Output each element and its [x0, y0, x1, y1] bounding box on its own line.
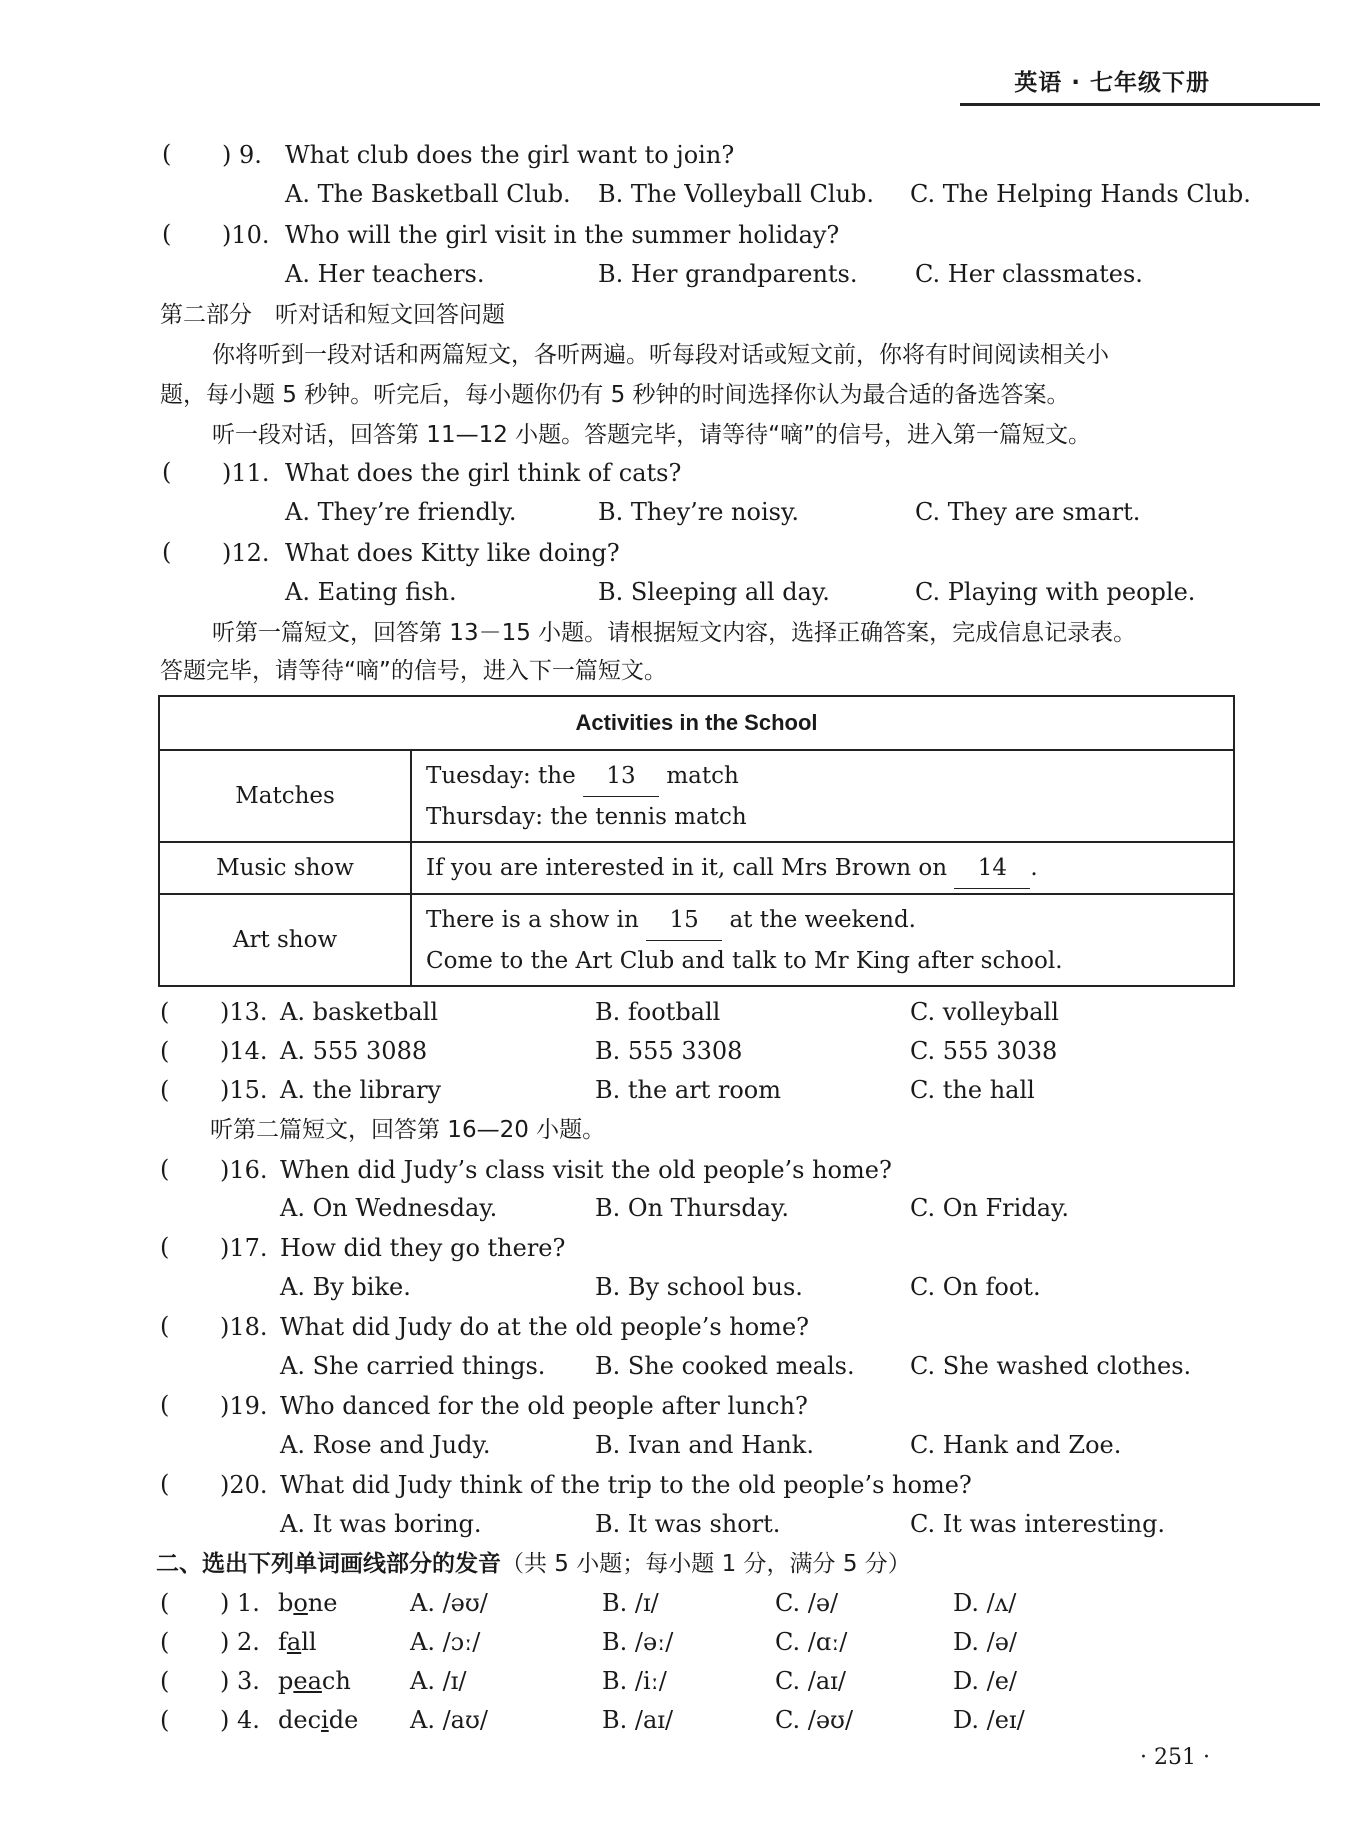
instructions: 答题完毕，请等待“嘀”的信号，进入下一篇短文。	[160, 658, 667, 684]
answer-paren[interactable]: (	[160, 998, 170, 1026]
option-d: D. /ʌ/	[953, 1589, 1017, 1617]
question-text: When did Judy’s class visit the old people’s home?	[280, 1156, 892, 1184]
option-a: A. basketball	[280, 998, 438, 1026]
option-c: C. 555 3038	[910, 1037, 1058, 1065]
option-c: C. /ɑː/	[775, 1628, 848, 1656]
row-text: If you are interested in it, call Mrs Brown on	[426, 854, 948, 881]
option-c: C. /ə/	[775, 1589, 839, 1617]
option-b: B. /aɪ/	[602, 1706, 674, 1734]
option-a: A. The Basketball Club.	[285, 180, 571, 208]
question-text: What does the girl think of cats?	[285, 459, 682, 487]
answer-paren[interactable]: (	[160, 1470, 170, 1498]
option-c: C. the hall	[910, 1076, 1035, 1104]
section-heading	[156, 1549, 911, 1579]
option-d: D. /e/	[953, 1667, 1018, 1695]
question-number: )17.	[220, 1234, 268, 1262]
word-part: ll	[301, 1628, 317, 1656]
option-b: B. football	[595, 998, 721, 1026]
question-number: )11.	[222, 459, 270, 487]
row-text: match	[666, 762, 739, 789]
word-underlined: o	[293, 1589, 308, 1617]
option-b: B. The Volleyball Club.	[598, 180, 875, 208]
header-rule	[960, 103, 1320, 106]
option-b: B. Ivan and Hank.	[595, 1431, 814, 1459]
word	[278, 1628, 317, 1656]
question-number: ) 1.	[220, 1589, 260, 1617]
option-b: B. She cooked meals.	[595, 1352, 855, 1380]
row-label: Matches	[159, 750, 411, 842]
instructions: 你将听到一段对话和两篇短文，各听两遍。听每段对话或短文前，你将有时间阅读相关小	[212, 342, 1109, 368]
option-c: C. volleyball	[910, 998, 1059, 1026]
question-number: )12.	[222, 539, 270, 567]
question-number: )16.	[220, 1156, 268, 1184]
question-text: Who will the girl visit in the summer holiday?	[285, 221, 840, 249]
question-number: ) 9.	[222, 141, 262, 169]
option-a: A. By bike.	[280, 1273, 411, 1301]
option-a: A. It was boring.	[280, 1510, 482, 1538]
blank-13[interactable]: 13	[583, 756, 659, 797]
option-b: B. They’re noisy.	[598, 498, 799, 526]
option-b: B. By school bus.	[595, 1273, 803, 1301]
question-number: )20.	[220, 1471, 268, 1499]
blank-14[interactable]: 14	[954, 848, 1030, 889]
option-a: A. 555 3088	[280, 1037, 428, 1065]
row-content	[411, 842, 1234, 894]
word-part: dec	[278, 1706, 322, 1734]
answer-paren[interactable]: (	[162, 220, 172, 248]
word	[278, 1706, 358, 1734]
question-text: How did they go there?	[280, 1234, 566, 1262]
instructions: 听第一篇短文，回答第 13－15 小题。请根据短文内容，选择正确答案，完成信息记录表。	[212, 620, 1137, 646]
question-number: )18.	[220, 1313, 268, 1341]
option-a: A. Rose and Judy.	[280, 1431, 491, 1459]
word	[278, 1667, 351, 1695]
option-d: D. /eɪ/	[953, 1706, 1025, 1734]
blank-15[interactable]: 15	[646, 900, 722, 941]
option-d: D. /ə/	[953, 1628, 1018, 1656]
answer-paren[interactable]: (	[160, 1312, 170, 1340]
answer-paren[interactable]: (	[160, 1076, 170, 1104]
word-underlined: i	[321, 1706, 329, 1734]
question-number: )13.	[220, 998, 268, 1026]
option-c: C. Hank and Zoe.	[910, 1431, 1122, 1459]
word-part: b	[278, 1589, 294, 1617]
option-a: A. /əʊ/	[410, 1589, 488, 1617]
activities-table	[158, 695, 1235, 987]
row-text: There is a show in	[426, 906, 639, 933]
answer-paren[interactable]: (	[160, 1589, 170, 1617]
word	[278, 1589, 338, 1617]
option-c: C. Her classmates.	[915, 260, 1143, 288]
section-note: （共 5 小题；每小题 1 分，满分 5 分）	[501, 1551, 911, 1577]
option-a: A. the library	[280, 1076, 442, 1104]
word-part: ch	[321, 1667, 351, 1695]
answer-paren[interactable]: (	[162, 458, 172, 486]
option-a: A. She carried things.	[280, 1352, 546, 1380]
option-b: B. On Thursday.	[595, 1194, 790, 1222]
question-number: ) 4.	[220, 1706, 260, 1734]
option-a: A. Her teachers.	[285, 260, 485, 288]
option-c: C. /əʊ/	[775, 1706, 854, 1734]
answer-paren[interactable]: (	[160, 1155, 170, 1183]
book-header-title: 英语 · 七年级下册	[1014, 70, 1210, 96]
option-a: A. Eating fish.	[285, 578, 457, 606]
option-a: A. /ɔː/	[410, 1628, 481, 1656]
answer-paren[interactable]: (	[160, 1706, 170, 1734]
answer-paren[interactable]: (	[162, 140, 172, 168]
option-b: B. /əː/	[602, 1628, 674, 1656]
word-part: f	[278, 1628, 287, 1656]
answer-paren[interactable]: (	[160, 1628, 170, 1656]
question-text: Who danced for the old people after lunch?	[280, 1392, 808, 1420]
answer-paren[interactable]: (	[160, 1233, 170, 1261]
word-underlined: a	[286, 1628, 302, 1656]
question-number: )15.	[220, 1076, 268, 1104]
option-c: C. Playing with people.	[915, 578, 1196, 606]
question-number: ) 3.	[220, 1667, 260, 1695]
option-c: C. They are smart.	[915, 498, 1141, 526]
word-part: de	[328, 1706, 359, 1734]
answer-paren[interactable]: (	[160, 1391, 170, 1419]
row-label: Music show	[159, 842, 411, 894]
option-b: B. the art room	[595, 1076, 782, 1104]
question-number: )19.	[220, 1392, 268, 1420]
option-a: A. They’re friendly.	[285, 498, 517, 526]
page-number: · 251 ·	[1140, 1745, 1210, 1770]
option-c: C. On foot.	[910, 1273, 1041, 1301]
option-a: A. On Wednesday.	[280, 1194, 498, 1222]
option-c: C. It was interesting.	[910, 1510, 1166, 1538]
row-text: at the weekend.	[729, 906, 916, 933]
question-text: What does Kitty like doing?	[285, 539, 620, 567]
word-part: p	[278, 1667, 294, 1695]
option-b: B. /iː/	[602, 1667, 667, 1695]
row-text: .	[1030, 854, 1038, 881]
instructions: 听第二篇短文，回答第 16—20 小题。	[210, 1117, 606, 1143]
row-text: Tuesday: the	[426, 762, 576, 789]
option-b: B. Sleeping all day.	[598, 578, 830, 606]
question-number: )14.	[220, 1037, 268, 1065]
section-heading: 第二部分 听对话和短文回答问题	[160, 302, 505, 328]
question-text: What did Judy do at the old people’s home?	[280, 1313, 810, 1341]
option-c: C. /aɪ/	[775, 1667, 846, 1695]
option-c: C. On Friday.	[910, 1194, 1069, 1222]
row-text: Thursday: the tennis match	[426, 803, 747, 830]
option-b: B. /ɪ/	[602, 1589, 659, 1617]
option-b: B. 555 3308	[595, 1037, 743, 1065]
instructions: 题，每小题 5 秒钟。听完后，每小题你仍有 5 秒钟的时间选择你认为最合适的备选答案。	[160, 382, 1070, 408]
row-content	[411, 894, 1234, 986]
question-number: ) 2.	[220, 1628, 260, 1656]
option-c: C. She washed clothes.	[910, 1352, 1192, 1380]
word-underlined: ea	[293, 1667, 322, 1695]
question-text: What did Judy think of the trip to the old people’s home?	[280, 1471, 972, 1499]
option-c: C. The Helping Hands Club.	[910, 180, 1251, 208]
option-b: B. It was short.	[595, 1510, 781, 1538]
option-a: A. /aʊ/	[410, 1706, 488, 1734]
section-heading-text: 二、选出下列单词画线部分的发音	[156, 1551, 501, 1577]
word-part: ne	[307, 1589, 338, 1617]
answer-paren[interactable]: (	[160, 1037, 170, 1065]
answer-paren[interactable]: (	[162, 538, 172, 566]
option-b: B. Her grandparents.	[598, 260, 858, 288]
row-label: Art show	[159, 894, 411, 986]
row-text: Come to the Art Club and talk to Mr King after school.	[426, 947, 1063, 974]
question-text: What club does the girl want to join?	[285, 141, 735, 169]
instructions: 听一段对话，回答第 11—12 小题。答题完毕，请等待“嘀”的信号，进入第一篇短文。	[212, 422, 1091, 448]
answer-paren[interactable]: (	[160, 1667, 170, 1695]
question-number: )10.	[222, 221, 270, 249]
row-content	[411, 750, 1234, 842]
option-a: A. /ɪ/	[410, 1667, 467, 1695]
table-title: Activities in the School	[159, 696, 1234, 750]
